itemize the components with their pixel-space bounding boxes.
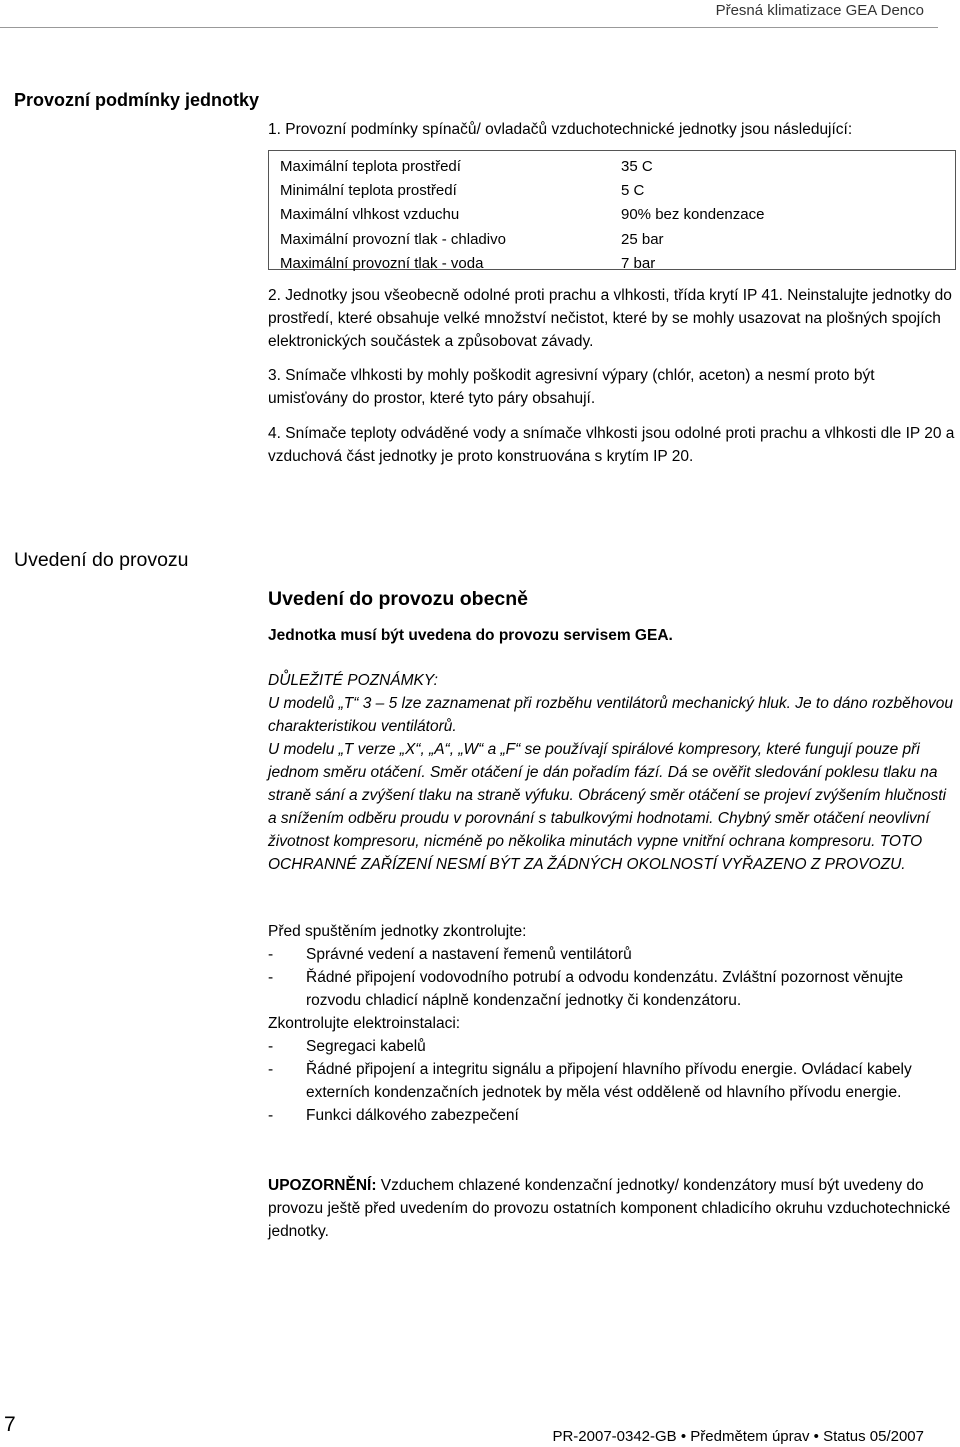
notes-paragraph-1: U modelů „T“ 3 – 5 lze zaznamenat při rozběhu ventilátorů mechanický hluk. Je to dáno rozběhovou charakteristikou ventilátorů. [268, 695, 953, 735]
page-number: 7 [4, 1413, 16, 1436]
dash-bullet: - [268, 1107, 274, 1124]
list-item [268, 943, 958, 966]
warning-paragraph [268, 1174, 958, 1243]
important-notes [268, 669, 958, 876]
table-cell-value: 90% bez kondenzace [621, 206, 765, 224]
table-cell-label: Maximální provozní tlak - voda [280, 254, 484, 272]
pre-start-checklist [268, 920, 958, 1127]
table-cell-label: Maximální vlhkost vzduchu [280, 206, 460, 224]
table-value-column [621, 155, 951, 276]
paragraph-4: 4. Snímače teploty odváděné vody a snímače vlhkosti jsou odolné proti prachu a vlhkosti dle IP 20 a vzduchová část jednotky je proto konstruována s krytím IP 20. [268, 425, 955, 465]
list-item [268, 1104, 958, 1127]
table-cell-label: Maximální provozní tlak - chladivo [280, 230, 506, 248]
checklist-intro: Před spuštěním jednotky zkontrolujte: [268, 923, 527, 940]
list-item [268, 1058, 958, 1104]
paragraph-2: 2. Jednotky jsou všeobecně odolné proti prachu a vlhkosti, třída krytí IP 41. Neinstalujte jednotky do prostředí, které obsahuje velké množství nečistot, které by se mohly usazovat na plošných spojích elektronických součástek a způsobovat závady. [268, 287, 952, 350]
dash-bullet: - [268, 1061, 274, 1078]
list-item [268, 966, 958, 1012]
intro-paragraph: 1. Provozní podmínky spínačů/ ovladačů vzduchotechnické jednotky jsou následující: [268, 121, 853, 138]
list-item-text: Řádné připojení a integritu signálu a připojení hlavního přívodu energie. Ovládací kabely externích kondenzačních jednotek by měla vést odděleně od hlavního přívodu energie. [306, 1061, 912, 1101]
dash-bullet: - [268, 946, 274, 963]
paragraph-3: 3. Snímače vlhkosti by mohly poškodit agresivní výpary (chlór, aceton) a nesmí proto být umisťovány do prostor, které tyto páry obsahují. [268, 367, 875, 407]
running-header: Přesná klimatizace GEA Denco [715, 2, 924, 19]
list-item-text: Řádné připojení vodovodního potrubí a odvodu kondenzátu. Zvláštní pozornost věnujte rozvodu chladicí náplně kondenzační jednotky či kondenzátoru. [306, 969, 904, 1009]
dash-bullet: - [268, 969, 274, 986]
electro-checklist [268, 1035, 958, 1127]
section-heading-commissioning: Uvedení do provozu [14, 549, 189, 571]
list-item-text: Správné vedení a nastavení řemenů ventilátorů [306, 946, 632, 963]
operating-conditions-table [268, 150, 956, 270]
electro-intro: Zkontrolujte elektroinstalaci: [268, 1015, 461, 1032]
warning-label: UPOZORNĚNÍ: [268, 1177, 377, 1194]
list-item [268, 1035, 958, 1058]
footer-info: PR-2007-0342-GB • Předmětem úprav • Status 05/2007 [552, 1428, 924, 1445]
section-heading-operating-conditions: Provozní podmínky jednotky [14, 90, 260, 110]
list-item-text: Funkci dálkového zabezpečení [306, 1107, 519, 1124]
table-cell-label: Maximální teplota prostředí [280, 158, 461, 175]
notes-title: DŮLEŽITÉ POZNÁMKY: [268, 672, 438, 689]
table-cell-value: 25 bar [621, 230, 664, 248]
list-item-text: Segregaci kabelů [306, 1038, 426, 1055]
table-cell-value: 5 C [621, 182, 645, 200]
checklist [268, 943, 958, 1012]
subheading-commissioning-general: Uvedení do provozu obecně [268, 588, 529, 610]
header-divider [0, 27, 938, 28]
dash-bullet: - [268, 1038, 274, 1055]
table-cell-value: 35 C [621, 158, 653, 175]
notes-paragraph-2: U modelu „T verze „X“, „A“, „W“ a „F“ se používají spirálové kompresory, které fungují pouze při jednom směru otáčení. Směr otáčení je dán pořadím fází. Dá se ověřit sledování poklesu tlaku na straně sání a zvýšení tlaku na straně výfuku. Obrácený směr otáčení se projeví zvýšením hlučnosti a snížením odběru proudu v porovnání s tabulkovými hodnotami. Chybný směr otáčení neovlivní životnost kompresoru, nicméně po několika minutách vypne vnitřní ochrana kompresoru. TOTO OCHRANNÉ ZAŘÍZENÍ NESMÍ BÝT ZA ŽÁDNÝCH OKOLNOSTÍ VYŘAZENO Z PROVOZU. [268, 741, 947, 873]
warning-text: Vzduchem chlazené kondenzační jednotky/ kondenzátory musí být uvedeny do provozu ještě před uvedením do provozu ostatních komponent chladicího okruhu vzduchotechnické jednotky. [268, 1177, 951, 1240]
bold-statement: Jednotka musí být uvedena do provozu servisem GEA. [268, 627, 673, 644]
table-cell-value: 7 bar [621, 254, 656, 272]
table-cell-label: Minimální teplota prostředí [280, 182, 457, 200]
table-label-column [280, 155, 610, 276]
